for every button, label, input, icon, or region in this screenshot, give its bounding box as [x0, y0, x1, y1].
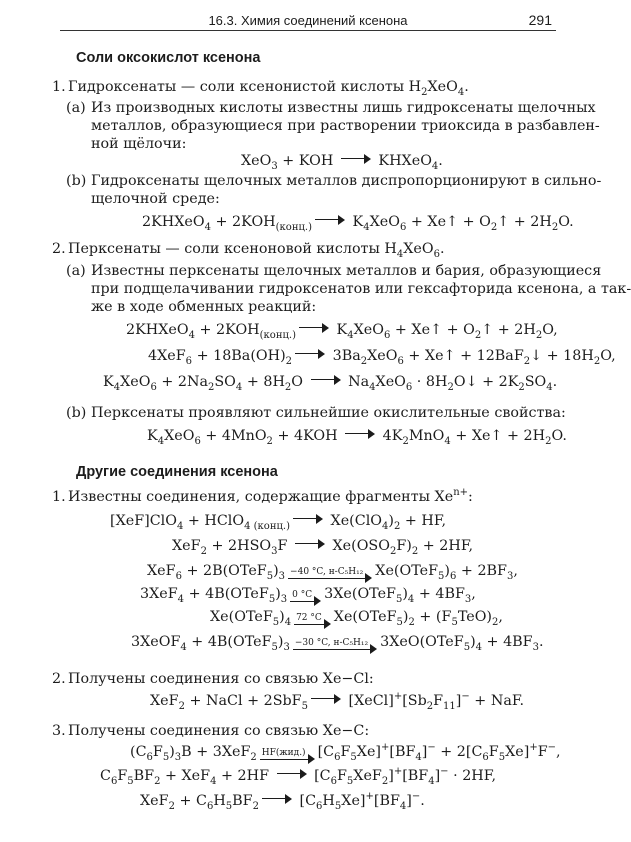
reaction-arrow — [295, 349, 325, 359]
equation: 2KHXeO$_4$ + $2KOH_{(конц.)}$ $K_4XeO_6$ + Xe↑ + $O_2↑ + 2H_2O$, — [126, 322, 558, 341]
page-number: 291 — [528, 12, 552, 28]
reaction-arrow — [293, 638, 377, 652]
reaction-arrow — [277, 769, 307, 779]
paragraph-line: металлов, образующиеся при растворении триоксида в разбавлен- — [91, 118, 600, 134]
paragraph-line: щелочной среде: — [91, 191, 220, 207]
reaction-arrow — [262, 794, 292, 804]
equation: 2KHXeO$_4$ + $2KOH_{(конц.)}$ $K_4XeO_6$ + Xe↑ + $O_2↑ + 2H_2O$. — [142, 214, 574, 233]
paragraph-line: при подщелачивании гидроксенатов или гексафторида ксенона, а так- — [91, 281, 631, 297]
equation: XeO$_3$ + KOH KHXeO$_4$. — [241, 153, 443, 172]
equation: $4XeF_6 + 18Ba(OH)_2$ $3Ba_2XeO_6$ + Xe↑ + 12BaF$_2$↓ + $18H_2O$, — [148, 348, 616, 367]
list-item-text: Получены соединения со связью Xe−C: — [68, 723, 370, 739]
reaction-arrow — [299, 323, 329, 333]
paragraph-line: же в ходе обменных реакций: — [91, 299, 317, 315]
equation: $Xe(OTeF_5)_4$ 72 °C $Xe(OTeF_5)_2 + (F_5TeO)_2$, — [210, 609, 503, 628]
equation: $XeF_2 + 2HSO_3F$ $Xe(OSO_2F)_2 + 2HF$, — [172, 538, 474, 557]
reaction-arrow — [290, 590, 321, 604]
reaction-arrow — [295, 539, 325, 549]
equation: $3XeF_4 + 4B(OTeF_5)_3$ 0 °C $3Xe(OTeF_5)_4 + 4BF_3$, — [140, 586, 476, 605]
sub-item-label: (b) — [66, 405, 87, 421]
reaction-arrow — [288, 567, 372, 581]
equation: $(C_6F_5)_3B + 3XeF_2$ HF(жид.) $[C_6F_5Xe]^+[BF_4]^- + 2[C_6F_5Xe]^+F^-$, — [130, 742, 561, 763]
sub-item-label: (a) — [66, 263, 86, 279]
paragraph-line: ной щёлочи: — [91, 136, 187, 152]
reaction-arrow — [294, 613, 331, 627]
reaction-arrow — [293, 514, 323, 524]
reaction-condition: 72 °C — [296, 613, 322, 623]
paragraph-line: Из производных кислоты известны лишь гидроксенаты щелочных — [91, 100, 596, 116]
paragraph-line: Перксенаты проявляют сильнейшие окислительные свойства: — [91, 405, 566, 421]
equation: [XeF]ClO$_4$ + HClO$_{4 (конц.)}$ $Xe(ClO_4)_2$ + HF, — [110, 513, 447, 532]
equation: $XeF_6 + 2B(OTeF_5)_3$ −40 °C, н-C₅H₁₂ $Xe(OTeF_5)_6 + 2BF_3$, — [147, 563, 518, 582]
list-number: 1. — [52, 79, 66, 95]
reaction-arrow — [260, 748, 315, 762]
equation: $XeF_2 + C_6H_5BF_2$ $[C_6H_5Xe]^+[BF_4]^-$. — [140, 791, 425, 812]
section-title: Соли оксокислот ксенона — [76, 50, 261, 66]
list-item-text: Перксенаты — соли ксеноновой кислоты $H_4XeO_6$. — [68, 241, 445, 260]
list-number: 3. — [52, 723, 66, 739]
list-item-text: Известны соединения, содержащие фрагменты $Xe^{n+}$: — [68, 487, 473, 505]
list-number: 1. — [52, 489, 66, 505]
list-item-text: Получены соединения со связью Xe−Cl: — [68, 671, 374, 687]
sub-item-label: (b) — [66, 173, 87, 189]
sub-item-label: (a) — [66, 100, 86, 116]
reaction-arrow — [311, 375, 341, 385]
section-title: Другие соединения ксенона — [76, 464, 278, 480]
reaction-arrow — [345, 429, 375, 439]
running-title: 16.3. Химия соединений ксенона — [208, 13, 408, 28]
paragraph-line: Известны перксенаты щелочных металлов и бария, образующиеся — [91, 263, 602, 279]
reaction-arrow — [341, 154, 371, 164]
equation: $C_6F_5BF_2 + XeF_4 + 2HF$ $[C_6F_5XeF_2]^+[BF_4]^- \cdot 2HF$, — [100, 766, 496, 787]
equation: $K_4XeO_6 + 2Na_2SO_4 + 8H_2O$ $Na_4XeO_6$ · $8H_2O↓ + 2K_2SO_4$. — [103, 374, 558, 393]
reaction-condition: 0 °C — [292, 590, 313, 600]
reaction-condition: HF(жид.) — [261, 748, 306, 758]
list-number: 2. — [52, 671, 66, 687]
reaction-arrow — [315, 215, 345, 225]
paragraph-line: Гидроксенаты щелочных металлов диспропорционируют в сильно- — [91, 173, 602, 189]
equation: $K_4XeO_6 + 4MnO_2 + 4KOH$ $4K_2MnO_4$ + Xe↑ + $2H_2O$. — [147, 428, 567, 447]
reaction-condition: −30 °C, н-C₅H₁₂ — [294, 638, 369, 648]
running-header — [60, 12, 556, 31]
reaction-arrow — [311, 694, 341, 704]
equation: 3XeOF$_4$ + $4B(OTeF_5)_3$ −30 °C, н-C₅H₁₂ $3XeO(OTeF_5)_4 + 4BF_3$. — [131, 634, 544, 653]
list-number: 2. — [52, 241, 66, 257]
list-item-text: Гидроксенаты — соли ксенонистой кислоты $H_2XeO_4$. — [68, 79, 469, 98]
reaction-condition: −40 °C, н-C₅H₁₂ — [290, 567, 364, 577]
equation: XeF$_2$ + NaCl + 2SbF$_5$ $[XeCl]^+[Sb_2F_{11}]^-$ + NaF. — [150, 691, 525, 712]
